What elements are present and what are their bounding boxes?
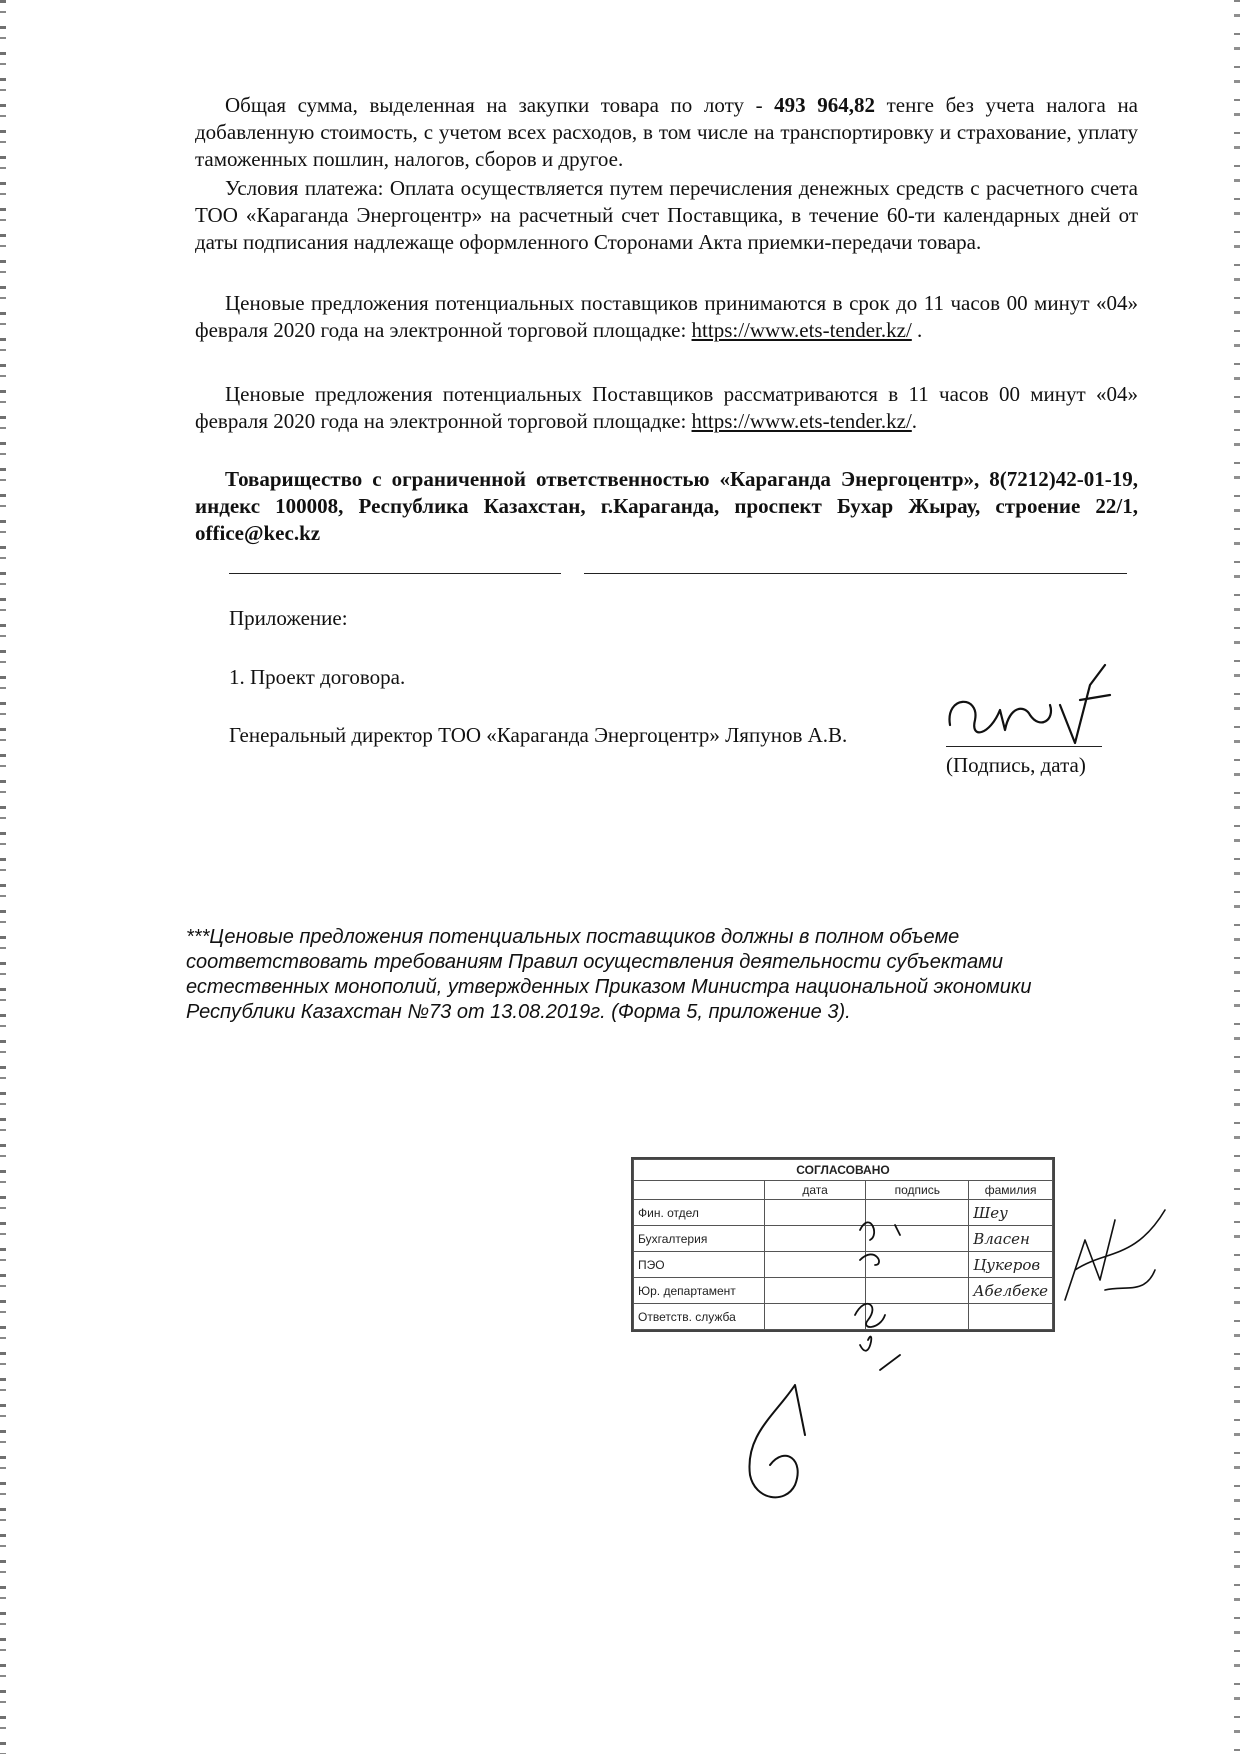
approval-row-surname: Цукеров (969, 1252, 1053, 1278)
payment-terms-text: Условия платежа: Оплата осуществляется путем перечисления денежных средств с расчетного счета ТОО «Караганда Энергоцентр» на расчетный счет Поставщика, в течение 60-ти календарных дней от даты подписания надлежаще оформленного Сторонами Акта приемки-передачи товара. (195, 176, 1138, 254)
approval-row-label: Бухгалтерия (634, 1226, 765, 1252)
ets-tender-link-submission[interactable]: https://www.ets-tender.kz/ (691, 318, 912, 342)
company-contacts-paragraph (195, 466, 1138, 547)
signature-caption: (Подпись, дата) (946, 753, 1086, 777)
approval-row-surname: Шеу (969, 1200, 1053, 1226)
approval-signatures-image (840, 1205, 960, 1375)
total-amount-prefix: Общая сумма, выделенная на закупки товара по лоту - (225, 93, 775, 117)
approval-row-label: Юр. департамент (634, 1278, 765, 1304)
approval-col-signature: подпись (866, 1181, 969, 1200)
approval-row-label: ПЭО (634, 1252, 765, 1278)
director-signature-image (930, 655, 1130, 755)
approval-col-surname: фамилия (969, 1181, 1053, 1200)
divider-line-right (584, 573, 1127, 574)
review-time-end: . (911, 409, 918, 433)
approval-col-blank (634, 1181, 765, 1200)
divider-line-left (229, 573, 561, 574)
approval-row-label: Ответств. служба (634, 1304, 765, 1330)
approval-col-date: дата (764, 1181, 866, 1200)
approval-row-label: Фин. отдел (634, 1200, 765, 1226)
submission-deadline-paragraph (195, 290, 1138, 344)
footnote-requirements: ***Ценовые предложения потенциальных поставщиков должны в полном объеме соответствовать требованиям Правил осуществления деятельности субъектами естественных монополий, утвержденных Приказом Министра национальной экономики Республики Казахстан №73 от 13.08.2019г. (Форма 5, приложение 3). (186, 926, 1032, 1023)
appendix-item-contract-draft: 1. Проект договора. (229, 665, 406, 689)
submission-deadline-text: Ценовые предложения потенциальных поставщиков принимаются в срок до 11 часов 00 минут «04» февраля 2020 года на электронной торговой площадке: (195, 291, 1138, 342)
appendix-title: Приложение: (229, 606, 348, 630)
approval-row-surname: Власен (969, 1226, 1053, 1252)
submission-deadline-end: . (911, 318, 923, 342)
approval-row-surname (969, 1304, 1053, 1330)
company-contacts-text: Товарищество с ограниченной ответственностью «Караганда Энергоцентр», 8(7212)42-01-19, индекс 100008, Республика Казахстан, г.Караганда, проспект Бухар Жырау, строение 22/1, office@kec.kz (195, 467, 1138, 545)
review-time-text: Ценовые предложения потенциальных Поставщиков рассматриваются в 11 часов 00 минут «04» февраля 2020 года на электронной торговой площадке: (195, 382, 1138, 433)
director-signature-line: Генеральный директор ТОО «Караганда Энергоцентр» Ляпунов А.В. (229, 723, 848, 747)
review-time-paragraph (195, 381, 1138, 435)
payment-terms-paragraph (195, 175, 1138, 256)
approval-row-surname: Абелбеке (969, 1278, 1053, 1304)
total-amount-paragraph (195, 92, 1138, 173)
total-amount-suffix: тенге без учета налога на добавленную стоимость, с учетом всех расходов, в том числе на транспортировку и страхование, уплату таможенных пошлин, налогов, сборов и другое. (195, 93, 1139, 171)
margin-signature-image (1045, 1200, 1175, 1320)
initials-scribble-image (725, 1375, 835, 1515)
ets-tender-link-review[interactable]: https://www.ets-tender.kz/ (691, 409, 912, 433)
total-amount-value: 493 964,82 (774, 93, 876, 117)
scan-edge-left (0, 0, 6, 1754)
approval-title: СОГЛАСОВАНО (634, 1160, 1053, 1181)
scan-edge-right (1234, 0, 1240, 1754)
